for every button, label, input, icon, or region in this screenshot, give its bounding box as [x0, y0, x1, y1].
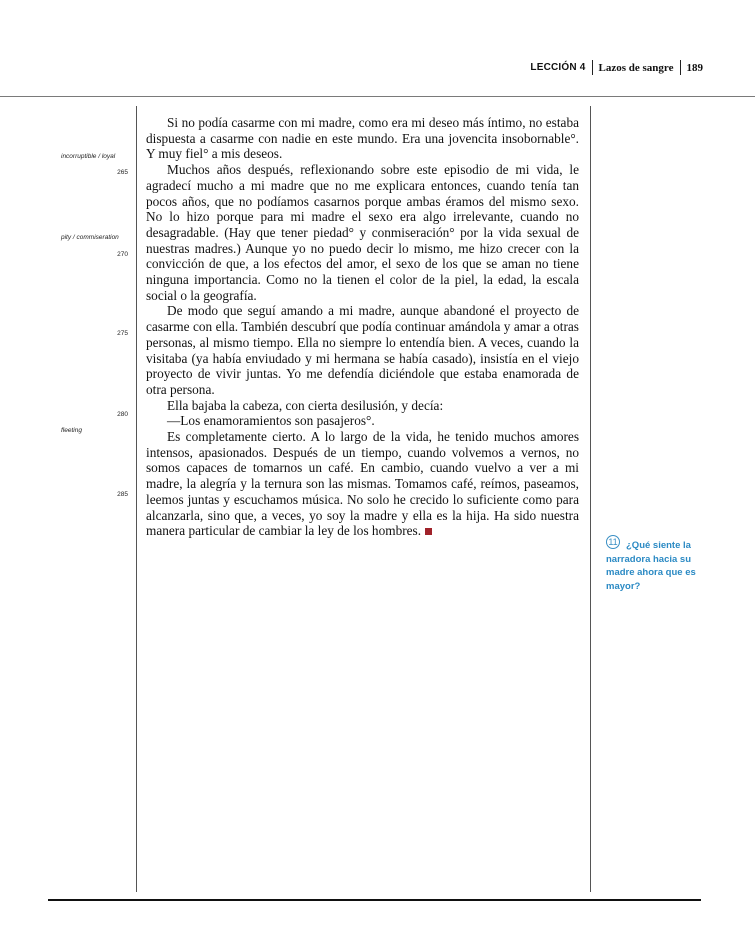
comprehension-question: ¿Qué siente la narradora hacia su madre ahora que es mayor? [606, 540, 696, 592]
line-number: 285 [117, 491, 128, 498]
story-text [146, 115, 579, 539]
line-number: 275 [117, 330, 128, 337]
header-separator [592, 60, 593, 75]
end-mark-icon [425, 528, 432, 535]
line-number: 280 [117, 411, 128, 418]
lesson-label: LECCIÓN 4 [530, 62, 586, 73]
header-rule [0, 96, 755, 97]
margin-gloss: fleeting [61, 427, 82, 434]
margin-gloss: pity / commiseration [61, 234, 119, 241]
paragraph [146, 429, 579, 539]
line-number: 265 [117, 169, 128, 176]
paragraph: De modo que seguí amando a mi madre, aunque abandoné el proyecto de casarme con ella. También descubrí que podía continuar amándola y amar a otras personas, al mismo tiempo. Ella no siempre lo entendía bien. A veces, cuando la visitaba (ya había enviudado y mi hermana se había casado), insistía en el viejo proyecto de vivir juntas. Yo me defendía diciéndole que estaba enamorada de otra persona. [146, 303, 579, 397]
paragraph: —Los enamoramientos son pasajeros°. [167, 413, 375, 429]
question-number-badge: 11 [606, 535, 620, 549]
page-number: 189 [686, 61, 703, 74]
margin-gloss: incorruptible / loyal [61, 153, 116, 160]
paragraph: Si no podía casarme con mi madre, como era mi deseo más íntimo, no estaba dispuesta a casarme con nadie en este mundo. Era una jovencita insobornable°. Y muy fiel° a mis deseos. [146, 115, 579, 162]
footer-rule [48, 899, 701, 901]
paragraph: Muchos años después, reflexionando sobre este episodio de mi vida, le agradecí mucho a mi madre que no me explicara entonces, cuando tenía tan pocos años, que no podíamos casarnos porque ambas éramos del mismo sexo. No lo hizo porque para mi madre el sexo era algo irrelevante, cuando no desagradable. (Hay que tener piedad° y conmiseración° por la vida sexual de nuestras madres.) Aunque yo no puedo decir lo mismo, me hizo crecer con la convicción de que, a los efectos del amor, el sexo de los que se aman no tiene ninguna importancia. Como no la tienen el color de la piel, la edad, la escala social o la geografía. [146, 162, 579, 303]
header-separator [680, 60, 681, 75]
running-header [530, 60, 703, 75]
paragraph-text: Es completamente cierto. A lo largo de la vida, he tenido muchos amores intensos, apasionados. Después de un tiempo, cuando volvemos a vernos, no somos capaces de tomarnos un café. En cambio, cuando vuelvo a ver a mi madre, la alegría y la ternura son las mismas. Tomamos café, reímos, paseamos, leemos juntas y escuchamos música. No solo he crecido lo suficiente como para alcanzarla, sino que, a veces, yo soy la madre y ella es la hija. Ha sido nuestra manera particular de cambiar la ley de los hombres. [146, 429, 579, 539]
left-column-rule [136, 106, 137, 892]
right-column-rule [590, 106, 591, 892]
paragraph: Ella bajaba la cabeza, con cierta desilusión, y decía: [167, 397, 444, 413]
chapter-title: Lazos de sangre [598, 61, 674, 74]
line-number: 270 [117, 251, 128, 258]
